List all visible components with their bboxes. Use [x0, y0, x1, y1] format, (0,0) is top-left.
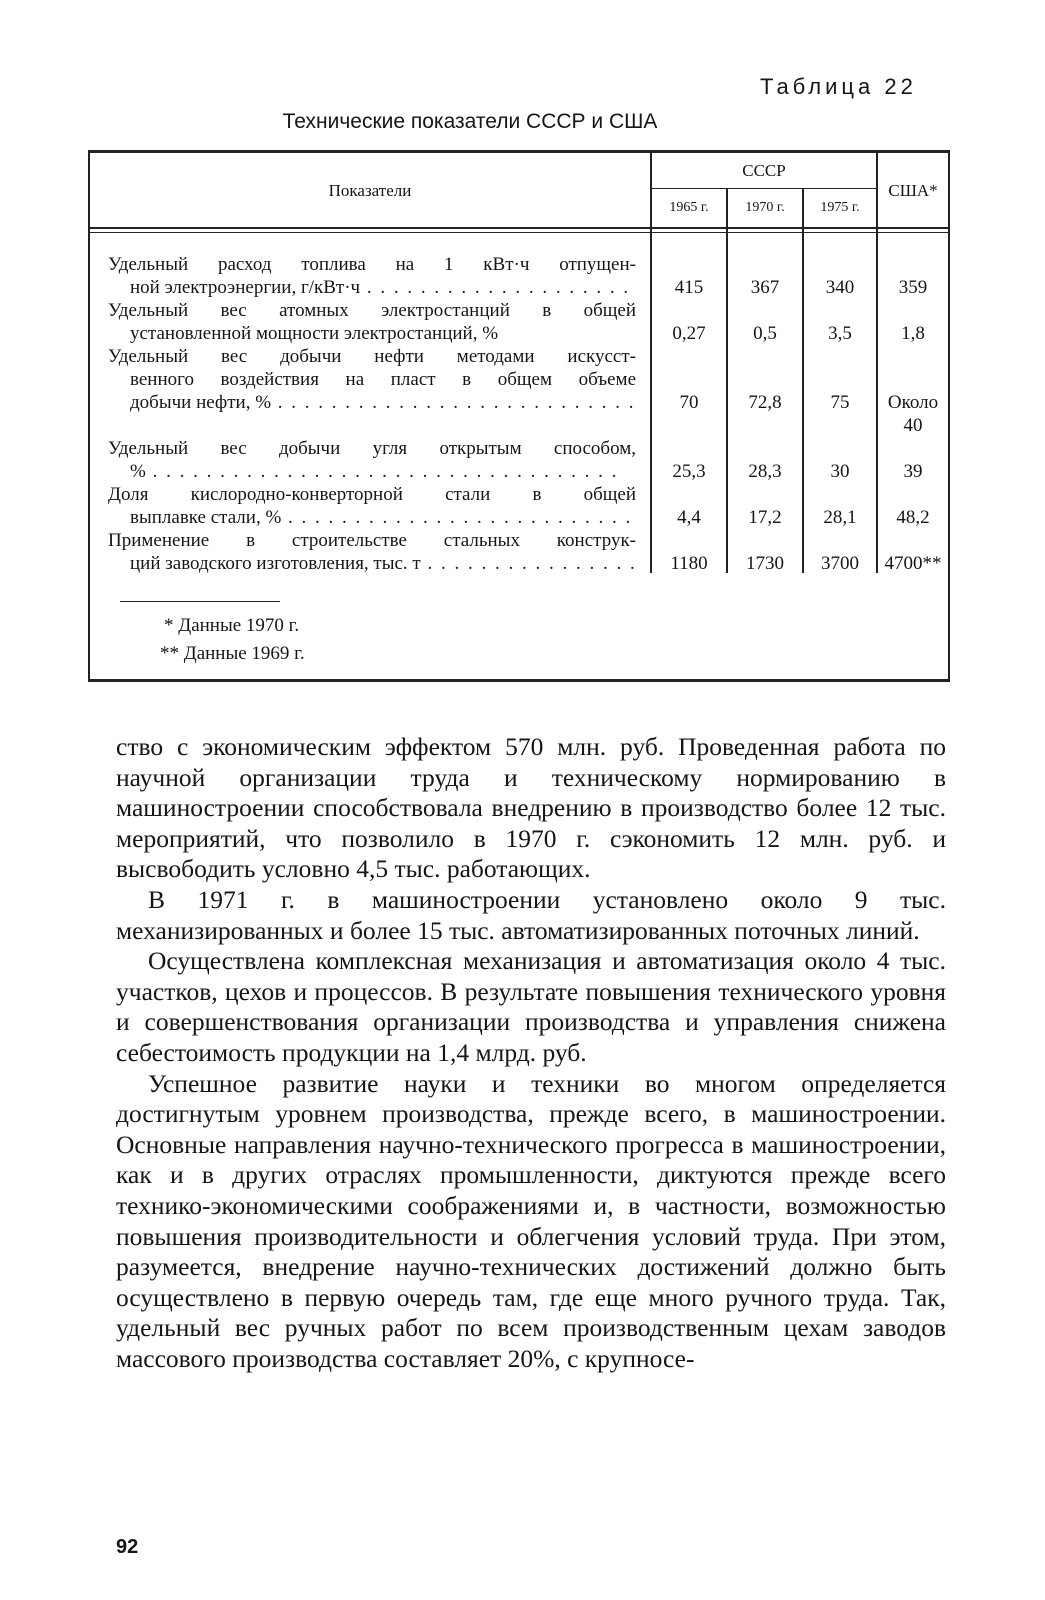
row-label-line: % . . . — [108, 460, 636, 483]
table-row — [108, 437, 636, 483]
cell-1975: 3,5 — [828, 323, 852, 344]
cell-1975: 75 — [830, 392, 850, 413]
row-label-line: установленной мощности электростанций, % — [130, 323, 499, 344]
header-ussr: СССР — [742, 161, 786, 180]
header-usa: США* — [888, 181, 938, 200]
body-text — [116, 732, 946, 1374]
table-row — [108, 299, 636, 345]
row-label-line: Удельный вес добычи угля открытым способом, — [108, 438, 636, 459]
footnote-rule — [120, 601, 280, 602]
cell-1970: 1730 — [746, 553, 784, 574]
row-label-line: выплавке стали, % . . . — [108, 506, 636, 529]
row-label-line: Применение в строительстве стальных конструк- — [108, 530, 636, 551]
paragraph: ство с экономическим эффектом 570 млн. руб. Проведенная работа по научной организации труда и техническому нормированию в машиностроении способствовала внедрению в производство более 12 тыс. мероприятий, что позволило в 1970 г. сэкономить 12 млн. руб. и высвободить условно 4,5 тыс. работающих. — [116, 732, 946, 884]
table-row — [108, 345, 636, 414]
paragraph: Успешное развитие науки и техники во многом определяется достигнутым уровнем производства, прежде всего, в машиностроении. Основные направления научно-технического прогресса в машиностроении, как и в других отраслях промышленности, диктуются прежде всего технико-экономическими соображениями и, в частности, возможностью повышения производительности и облегчения условий труда. При этом, разумеется, внедрение научно-технических достижений должно быть осуществлено в первую очередь там, где еще много ручного труда. Так, удельный вес ручных работ по всем производственным цехам заводов массового производства составляет 20%, с крупносе- — [116, 1068, 946, 1373]
cell-1970: 0,5 — [753, 323, 777, 344]
cell-1970: 367 — [750, 277, 780, 298]
footnote: * Данные 1970 г. — [164, 615, 300, 636]
cell-1970: 72,8 — [748, 392, 782, 413]
row-label-line: Удельный расход топлива на 1 кВт·ч отпущен- — [108, 254, 636, 275]
header-rule — [90, 227, 948, 229]
header-indicators: Показатели — [328, 181, 412, 200]
cell-1965: 1180 — [670, 553, 708, 574]
table-row — [108, 253, 636, 299]
ussr-header-rule — [650, 188, 876, 189]
row-label-line: Удельный вес атомных электростанций в общей — [108, 300, 636, 321]
table-caption: Технические показатели СССР и США — [282, 110, 658, 133]
page-number: 92 — [116, 1536, 139, 1558]
cell-1975: 3700 — [821, 553, 859, 574]
row-label-line: ной электроэнергии, г/кВт·ч . . . — [108, 276, 636, 299]
header-year-1970: 1970 г. — [745, 200, 785, 215]
table-row — [108, 483, 636, 529]
cell-1965: 0,27 — [672, 323, 706, 344]
cell-1970: 17,2 — [748, 507, 782, 528]
cell-1975: 340 — [825, 277, 855, 298]
header-year-1965: 1965 г. — [669, 200, 709, 215]
cell-1975: 30 — [830, 461, 850, 482]
header-rule — [90, 232, 948, 233]
cell-1965: 70 — [679, 392, 699, 413]
cell-usa: 39 — [903, 461, 923, 482]
row-label-line: добычи нефти, % . . . — [108, 391, 636, 414]
cell-1965: 25,3 — [672, 461, 706, 482]
cell-usa: 359 — [898, 277, 928, 298]
row-label-line: Удельный вес добычи нефти методами искусст- — [108, 346, 636, 367]
footnote: ** Данные 1969 г. — [160, 643, 305, 664]
cell-1965: 415 — [674, 277, 704, 298]
header-year-1975: 1975 г. — [820, 200, 860, 215]
row-label-line: Доля кислородно-конверторной стали в общей — [108, 484, 636, 505]
cell-1970: 28,3 — [748, 461, 782, 482]
table-label: Таблица 22 — [760, 74, 917, 99]
paragraph: Осуществлена комплексная механизация и автоматизация около 4 тыс. участков, цехов и процессов. В результате повышения технического уровня и совершенствования организации производства и управления снижена себестоимость продукции на 1,4 млрд. руб. — [116, 946, 946, 1067]
cell-usa: 48,2 — [896, 507, 930, 528]
cell-usa: 4700** — [884, 553, 942, 574]
cell-1975: 28,1 — [823, 507, 857, 528]
paragraph: В 1971 г. в машиностроении установлено около 9 тыс. механизированных и более 15 тыс. автоматизированных поточных линий. — [116, 884, 946, 945]
table-row — [108, 529, 636, 575]
cell-usa: Около 40 — [887, 392, 939, 436]
row-label-line: ций заводского изготовления, тыс. т . . . — [108, 552, 636, 575]
data-table — [88, 150, 950, 682]
row-label-line: венного воздействия на пласт в общем объеме — [130, 369, 636, 390]
cell-1965: 4,4 — [677, 507, 701, 528]
cell-usa: 1,8 — [901, 323, 925, 344]
